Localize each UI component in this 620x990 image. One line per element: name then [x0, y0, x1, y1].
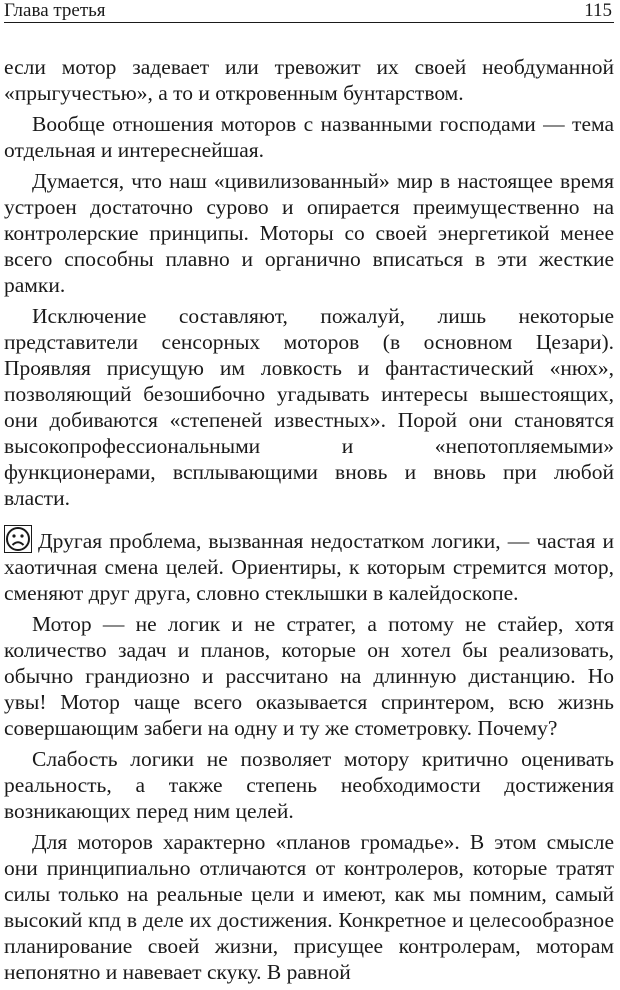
- sad-face-icon: [4, 525, 32, 553]
- paragraph-5: [4, 525, 614, 606]
- page-body: [4, 54, 614, 990]
- paragraph-5-text: Другая проблема, вызванная недостатком логики, — частая и хаотичная смена целей. Ориентиры, к которым стремится мотор, сменяют друг друга, словно стеклышки в калейдоскопе.: [4, 529, 614, 605]
- paragraph-7: Слабость логики не позволяет мотору критично оценивать реальность, а также степень необходимости достижения возникающих перед ним целей.: [4, 747, 614, 823]
- paragraph-4: Исключение составляют, пожалуй, лишь некоторые представители сенсорных моторов (в основном Цезари). Проявляя присущую им ловкость и фантастический «нюх», позволяющий безошибочно угадывать интересы вышестоящих, они добиваются «степеней известных». Порой они становятся высокопрофессиональными и «непотопляемыми» функционерами, всплывающими вновь и вновь при любой власти.: [4, 304, 614, 510]
- paragraph-6: Мотор — не логик и не стратег, а потому не стайер, хотя количество задач и планов, которые он хотел бы реализовать, обычно грандиозно и рассчитано на длинную дистанцию. Но увы! Мотор чаще всего оказывается спринтером, всю жизнь совершающим забеги на одну и ту же стометровку. Почему?: [4, 612, 614, 740]
- page-number: 115: [584, 0, 612, 21]
- chapter-title: Глава третья: [4, 0, 106, 21]
- running-header: [4, 0, 614, 23]
- paragraph-2: Вообще отношения моторов с названными господами — тема отдельная и интереснейшая.: [4, 112, 614, 162]
- paragraph-1: если мотор задевает или тревожит их своей необдуманной «прыгучестью», а то и откровенным бунтарством.: [4, 55, 614, 105]
- paragraph-8: Для моторов характерно «планов громадье». В этом смысле они принципиально отличаются от контролеров, которые тратят силы только на реальные цели и имеют, как мы помним, самый высокий кпд в деле их достижения. Конкретное и целесообразное планирование своей жизни, присущее контролерам, моторам непонятно и навевает скуку. В равной: [4, 830, 614, 984]
- paragraph-3: Думается, что наш «цивилизованный» мир в настоящее время устроен достаточно сурово и опирается преимущественно на контролерские принципы. Моторы со своей энергетикой менее всего способны плавно и органично вписаться в эти жесткие рамки.: [4, 169, 614, 297]
